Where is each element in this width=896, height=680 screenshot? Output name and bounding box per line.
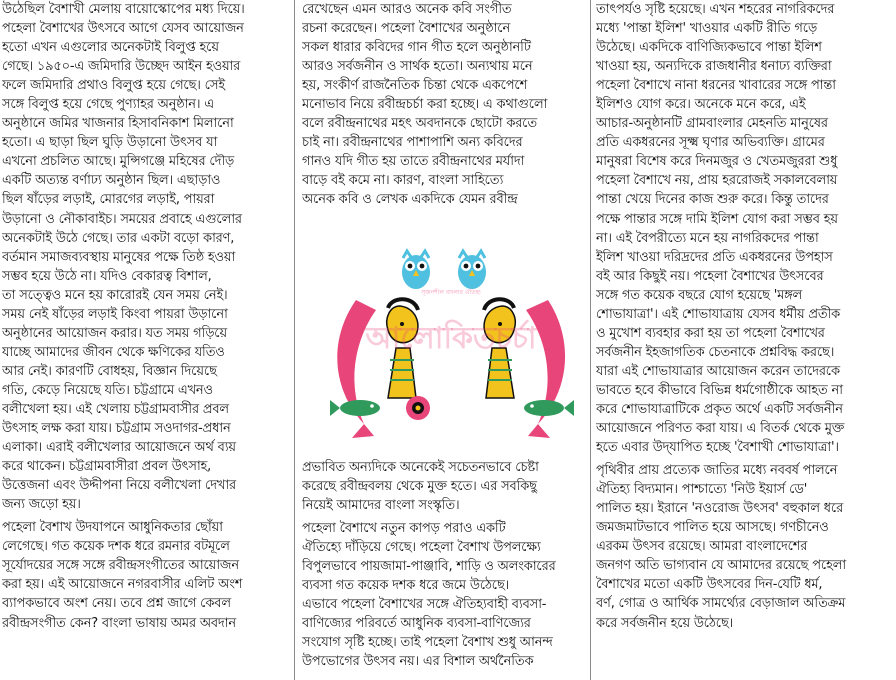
text-line: ও মুখোশ ব্যবহার করা হয় তা পহেলা বৈশাখের — [596, 325, 825, 341]
green-fish-left-icon — [330, 400, 380, 416]
text-line: ফলে জমিদারি প্রথাও বিলুপ্ত হয়ে গেছে। সেই — [2, 78, 225, 94]
text-line: বর্তমান সমাজব্যবস্থায় মানুষের পক্ষে তিষ্ঠ হওয়া — [2, 249, 236, 265]
text-line: এরকম উৎসব রয়েছে। আমরা বাংলাদেশের — [596, 539, 808, 555]
column-2-paragraph-top — [302, 0, 586, 210]
text-line: করেছে রবীন্দ্রবলয় থেকে মুক্ত হতে। এর সবকিছু — [302, 479, 537, 495]
text-line: উৎসাহ লক্ষ করা যায়। চট্টগ্রাম সওদাগর-প্রধান — [2, 421, 231, 437]
text-line: পালিত হয়। ইরানে 'নওরোজ উৎসব' বহুকাল ধরে — [596, 501, 844, 517]
text-line: করে থাকেন। চট্টগ্রামবাসীরা প্রবল উৎসাহ, — [2, 459, 212, 475]
text-line: পহেলা বৈশাখে নতুন কাপড় পরাও একটি — [302, 521, 506, 537]
text-line: পহেলা বৈশাখের উৎসবে আগে যেসব আয়োজন — [2, 21, 244, 37]
text-line: এখনো প্রচলিত আছে। মুন্সিগঞ্জে মহিষের দৌড় — [2, 154, 235, 170]
column-2 — [302, 0, 586, 210]
text-line: আচার-অনুষ্ঠানটি গ্রামবাংলার মেহনতি মানুষের — [596, 116, 828, 132]
column-3-paragraph-b — [596, 461, 892, 632]
text-line: রেখেছেন এমন আরও অনেক কবি সংগীত — [302, 2, 512, 17]
text-line: বর্ণ, গোত্র ও আর্থিক সামর্থ্যের বেড়াজাল অতিক্রম — [596, 596, 846, 612]
column-2-lower — [302, 458, 586, 672]
text-line: গানও যদি গীত হয় তাতে রবীন্দ্রনাথের মর্যাদা — [302, 154, 525, 170]
column-1 — [2, 0, 290, 633]
text-line: উপভোগের উৎসব নয়। এর বিশাল অর্থনৈতিক — [302, 654, 534, 670]
text-line: করা হয়। এই আয়োজনে নগরবাসীর এলিট অংশ — [2, 577, 243, 593]
text-line: বিপুলভাবে পায়জামা-পাঞ্জাবি, শাড়ি ও অলংকারের — [302, 559, 556, 575]
text-line: ব্যাপকভাবে অংশ নেয়। তবে প্রশ্ন জাগে কেবল — [2, 596, 231, 612]
text-line: সূর্যোদয়ের সঙ্গে সঙ্গে রবীন্দ্রসংগীতের আয়োজন — [2, 558, 239, 574]
text-line: বাড়ে বই কমে না। কারণ, বাংলা সাহিত্যে — [302, 173, 504, 189]
text-line: রবীন্দ্রসংগীত কেন? বাংলা ভাষায় অমর অবদান — [2, 615, 236, 631]
text-line: খাওয়া হয়, অন্যদিকে রাজধানীর ধনাঢ্য ব্যক্তিরা — [596, 59, 832, 75]
text-line: পহেলা বৈশাখে নানা ধরনের খাবারের সঙ্গে পান্তা — [596, 78, 836, 94]
text-line: সকল ধারার কবিদের গান গীত হলে অনুষ্ঠানটি — [302, 40, 531, 56]
text-line: গতি, কেড়ে নিয়েছে যতি। চট্টগ্রামে এখনও — [2, 382, 213, 398]
text-line: আর নেই। কারণটি বোধহয়, বিজ্ঞান দিয়েছে — [2, 363, 217, 379]
text-line: পহেলা বৈশাখে নয়, প্রায় হররোজই সকালবেলায় — [596, 173, 838, 189]
owl-left-icon — [402, 251, 430, 289]
text-line: চাই না। রবীন্দ্রনাথের পাশাপাশি অন্য কবিদের — [302, 135, 523, 151]
text-line: হয়, সংকীর্ণ রাজনৈতিক চিন্তা থেকে একপেশে — [302, 78, 528, 94]
text-line: আরও সর্বজনীন ও সার্থক হতো। অন্যথায় মনে — [302, 59, 533, 75]
text-line: প্রভাবিত অন্যদিকে অনেকেই সচেতনভাবে চেষ্টা — [302, 460, 539, 475]
text-line: জন্য জড়ো হয়। — [2, 497, 81, 513]
text-line: হতো এখন এগুলোর অনেকটাই বিলুপ্ত হয়ে — [2, 40, 219, 56]
text-line: করে শোভাযাত্রাটিকে প্রকৃত অর্থে একটি সর্বজনীন — [596, 401, 843, 417]
text-line: ব্যবসা গত কয়েক দশক ধরে জমে উঠেছে। — [302, 578, 510, 594]
text-line: সংযোগ সৃষ্টি হচ্ছে। তাই পহেলা বৈশাখ শুধু আনন্দ — [302, 635, 553, 651]
text-line: শোভাযাত্রা'। এই শোভাযাত্রায় যেসব ধর্মীয় প্রতীক — [596, 306, 841, 322]
text-line: পান্তা খেয়ে দিনের কাজ শুরু করে। কিন্তু তাদের — [596, 192, 829, 208]
text-line: সময় নেই ষাঁড়ের লড়াই কিংবা পায়রা উড়ানো — [2, 306, 228, 322]
text-line: জনগণ অতি ভাগ্যবান যে আমাদের রয়েছে পহেলা — [596, 558, 846, 574]
column-3 — [596, 0, 892, 633]
text-line: ইলিশ খাওয়া দরিদ্রদের প্রতি একধরনের উপহাস — [596, 249, 833, 265]
text-line: হতে এবার উদ্‌যাপিত হচ্ছে 'বৈশাখী শোভাযাত্রা'। — [596, 440, 839, 456]
text-line: অনেকটাই উঠে গেছে। তার একটা বড়ো কারণ, — [2, 230, 235, 246]
text-line: করে সর্বজনীন হয়ে উঠেছে। — [596, 615, 734, 631]
text-line: উঠেছে। একদিকে বাণিজ্যিকভাবে পান্তা ইলিশ — [596, 40, 822, 56]
text-line: সর্বজনীন ইহজাগতিক চেতনাকে প্রশ্নবিদ্ধ করছে। — [596, 344, 835, 360]
text-line: উত্তেজনা এবং উদ্দীপনা নিয়ে বলীখেলা দেখার — [2, 478, 236, 494]
watermark-logo: আলোকিতচর্চা — [365, 321, 537, 356]
text-line: বৈশাখের মতো একটি উৎসবের দিন-যেটি ধর্ম, — [596, 577, 823, 593]
text-line: সঙ্গে বিলুপ্ত হয়ে গেছে পুণ্যাহর অনুষ্ঠান। এ — [2, 97, 214, 113]
text-line: অনুষ্ঠানে জমির খাজনার হিসাবনিকাশ মিলানো — [2, 116, 234, 132]
flower-icon — [406, 396, 430, 420]
text-line: তা সত্ত্বেও মনে হয় কারোরই যেন সময় নেই। — [2, 287, 228, 303]
text-line: যাচ্ছে আমাদের জীবন থেকে ক্ষণিকের যতিও — [2, 344, 225, 360]
green-fish-right-icon — [524, 400, 574, 416]
text-line: উঠেছিল বৈশাখী মেলায় বায়োস্কোপের মধ্য দিয়ে। — [2, 2, 245, 17]
text-line: বাণিজ্যের পরিবর্তে আধুনিক ব্যবসা-বাণিজ্যের — [302, 616, 531, 632]
column-2-paragraph-bottom-b — [302, 519, 586, 671]
text-line: সম্ভব হয়ে উঠে না। যদিও বেকারত্ব বিশাল, — [2, 268, 212, 284]
text-line: পহেলা বৈশাখ উদযাপনে আধুনিকতার ছোঁয়া — [2, 520, 223, 536]
column-divider — [590, 0, 591, 680]
text-line: বই আর কিছুই নয়। পহেলা বৈশাখের উৎসবের — [596, 268, 824, 284]
text-line: হতো। এ ছাড়া ছিল ঘুড়ি উড়ানো উৎসব যা — [2, 135, 218, 151]
text-line: ভাবতে হবে কীভাবে বিভিন্ন ধর্মগোষ্ঠীকে আহত না — [596, 382, 843, 398]
text-line: মধ্যে 'পান্তা ইলিশ' খাওয়ার একটি রীতি গড়ে — [596, 21, 818, 37]
text-line: অনুষ্ঠানের আয়োজন করার। যত সময় গড়িয়ে — [2, 325, 227, 341]
pohela-boishakh-folk-art — [318, 248, 584, 446]
text-line: এভাবে পহেলা বৈশাখের সঙ্গে ঐতিহ্যবাহী ব্যবসা- — [302, 597, 547, 613]
column-divider — [294, 0, 295, 680]
text-line: যারা এই শোভাযাত্রার আয়োজন করেন তাদেরকে — [596, 363, 840, 379]
text-line: উড়ানো ও নৌকাবাইচ। সময়ের প্রবাহে এগুলোর — [2, 211, 242, 227]
column-1-paragraph-b — [2, 518, 290, 632]
column-1-paragraph — [2, 0, 290, 514]
text-line: জমজমাটভাবে পালিত হয়ে আসছে। গণচীনেও — [596, 520, 829, 536]
text-line: ছিল ষাঁড়ের লড়াই, মোরগের লড়াই, পায়রা — [2, 192, 215, 208]
text-line: না। এই বৈপরীত্যে মনে হয় নাগরিকদের পান্তা — [596, 230, 819, 246]
text-line: ঐতিহ্য বিদ্যমান। পাশ্চাত্যে 'নিউ ইয়ার্স ডে' — [596, 482, 808, 498]
text-line: ঐতিহ্যে দাঁড়িয়ে গেছে। পহেলা বৈশাখ উপলক্ষ্যে — [302, 540, 541, 556]
text-line: রচনা করেছেন। পহেলা বৈশাখের অনুষ্ঠানে — [302, 21, 511, 37]
text-line: তাৎপর্যও সৃষ্টি হয়েছে। এখন শহরের নাগরিকদের — [596, 2, 835, 17]
text-line: অনেক কবি ও লেখক একদিকে যেমন রবীন্দ্র — [302, 192, 518, 208]
watermark-subtitle: সৃজনশীল বাংলার ঐতিহ্য — [421, 289, 481, 296]
owl-right-icon — [458, 251, 486, 289]
text-line: সঙ্গে গত কয়েক বছরে যোগ হয়েছে 'মঙ্গল — [596, 287, 803, 303]
text-line: বলে রবীন্দ্রনাথের মহৎ অবদানকে ছোটো করতে — [302, 116, 537, 132]
text-line: পৃথিবীর প্রায় প্রত্যেক জাতির মধ্যে নববর্ষ পালনে — [596, 463, 838, 479]
text-line: প্রতি একধরনের সূক্ষ্ম ঘৃণার অভিব্যক্তি। গ্রামের — [596, 135, 825, 151]
text-line: এলাকা। এরাই বলীখেলার আয়োজনে অর্থ ব্যয় — [2, 440, 236, 456]
text-line: মনোভাব নিয়ে রবীন্দ্রচর্চা করা হচ্ছে। এ কথাগুলো — [302, 97, 548, 113]
text-line: পক্ষে পান্তার সঙ্গে দামি ইলিশ যোগ করা সম্ভব হয় — [596, 211, 838, 227]
column-3-paragraph — [596, 0, 892, 457]
text-line: ইলিশও যোগ করে। অনেকে মনে করে, এই — [596, 97, 806, 113]
text-line: গেছে। ১৯৫০-এ জমিদারি উচ্ছেদ আইন হওয়ার — [2, 59, 241, 75]
text-line: লেগেছে। গত কয়েক দশক ধরে রমনার বটমূলে — [2, 539, 230, 555]
text-line: মানুষরা বিশেষ করে দিনমজুর ও খেতমজুররা শুধু — [596, 154, 838, 170]
text-line: বলীখেলা হয়। এই খেলায় চট্টগ্রামবাসীর প্রবল — [2, 401, 229, 417]
column-2-paragraph-bottom — [302, 458, 586, 515]
text-line: নিয়েই আমাদের বাংলা সংস্কৃতি। — [302, 498, 460, 514]
text-line: একটি অত্যন্ত বর্ণাঢ্য অনুষ্ঠান ছিল। এছাড়াও — [2, 173, 221, 189]
text-line: আয়োজনে পরিণত করা যায়। এ বিতর্ক থেকে মুক্ত — [596, 421, 845, 437]
